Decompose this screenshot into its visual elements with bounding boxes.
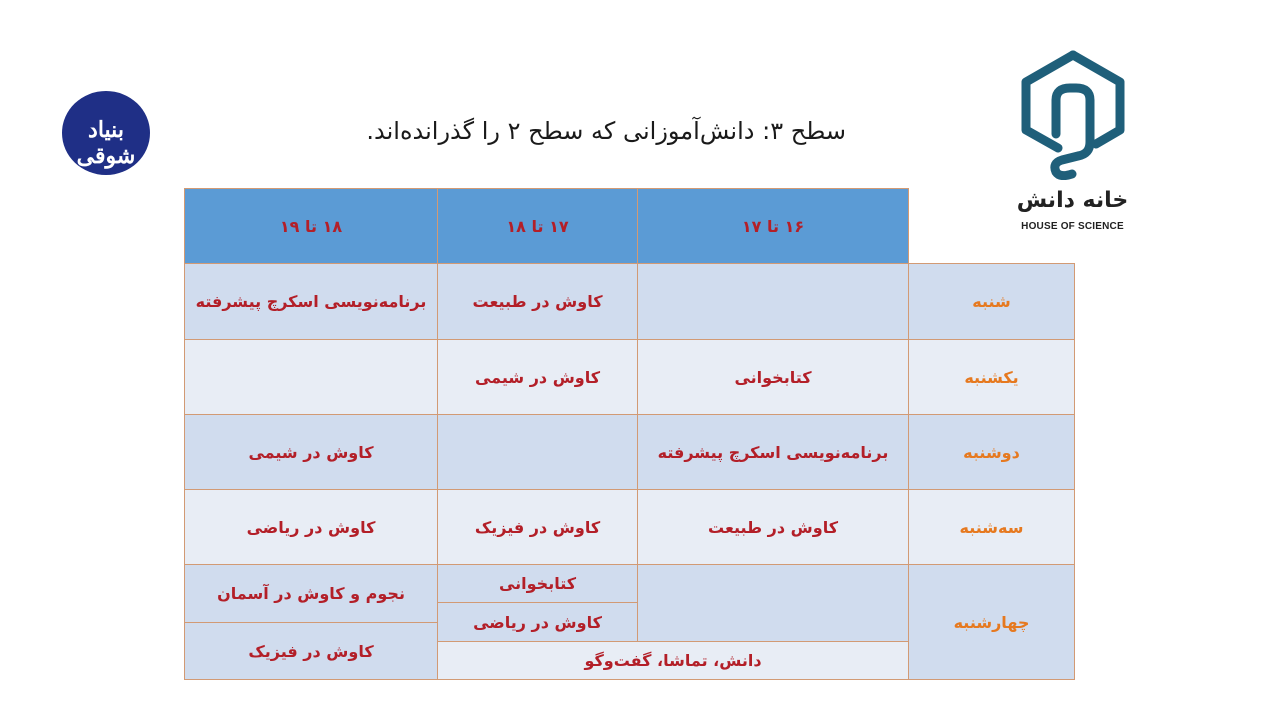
table-cell: کاوش در ریاضی bbox=[184, 489, 438, 565]
day-sunday: یکشنبه bbox=[908, 339, 1075, 415]
day-wednesday: چهارشنبه bbox=[908, 564, 1075, 680]
table-cell bbox=[637, 564, 909, 642]
table-cell: نجوم و کاوش در آسمان bbox=[184, 564, 438, 623]
table-cell: کاوش در شیمی bbox=[437, 339, 638, 415]
house-of-science-logo bbox=[1010, 50, 1135, 240]
table-cell: کاوش در شیمی bbox=[184, 414, 438, 490]
header-slot-1: ۱۶ تا ۱۷ bbox=[637, 188, 909, 264]
table-cell bbox=[637, 263, 909, 340]
day-monday: دوشنبه bbox=[908, 414, 1075, 490]
table-cell: کاوش در فیزیک bbox=[184, 622, 438, 680]
table-cell: کتابخوانی bbox=[437, 564, 638, 603]
page-title: سطح ۳: دانش‌آموزانی که سطح ۲ را گذرانده‌اند. bbox=[366, 117, 846, 145]
table-cell bbox=[184, 339, 438, 415]
bonyad-logo-text: بنیاد شوقی bbox=[76, 117, 136, 169]
table-cell: برنامه‌نویسی اسکرچ پیشرفته bbox=[637, 414, 909, 490]
table-cell: کاوش در ریاضی bbox=[437, 602, 638, 642]
bonyad-logo bbox=[62, 91, 150, 175]
table-cell: کاوش در فیزیک bbox=[437, 489, 638, 565]
header-slot-2: ۱۷ تا ۱۸ bbox=[437, 188, 638, 264]
table-cell: کاوش در طبیعت bbox=[437, 263, 638, 340]
brand-name-en: HOUSE OF SCIENCE bbox=[1021, 221, 1124, 232]
brand-name-fa: خانه دانش bbox=[1016, 188, 1129, 213]
table-cell: برنامه‌نویسی اسکرچ پیشرفته bbox=[184, 263, 438, 340]
header-slot-3: ۱۸ تا ۱۹ bbox=[184, 188, 438, 264]
day-saturday: شنبه bbox=[908, 263, 1075, 340]
table-cell: کاوش در طبیعت bbox=[637, 489, 909, 565]
house-logo-icon bbox=[1018, 50, 1128, 180]
table-cell-merged: دانش، تماشا، گفت‌وگو bbox=[437, 641, 909, 680]
day-tuesday: سه‌شنبه bbox=[908, 489, 1075, 565]
table-cell bbox=[437, 414, 638, 490]
table-cell: کتابخوانی bbox=[637, 339, 909, 415]
